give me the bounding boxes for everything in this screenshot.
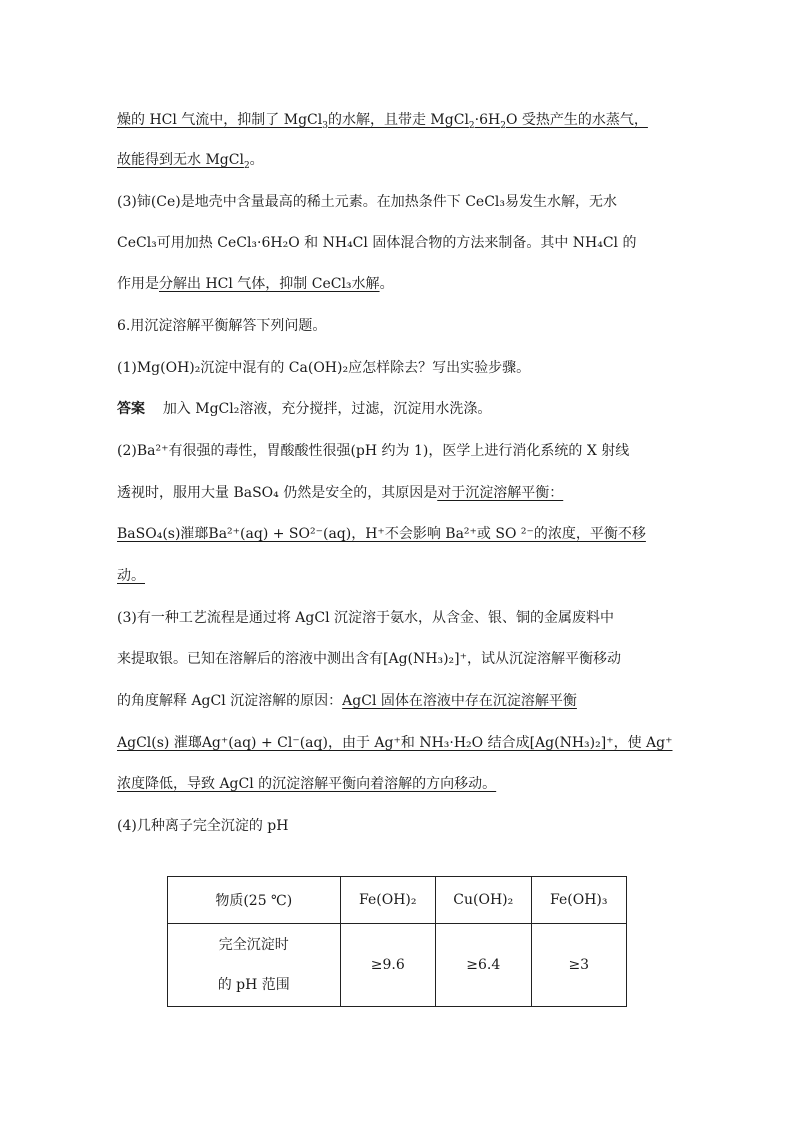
answer-underline: 燥的 HCl 气流中，抑制了 MgCl$_3$的水解，且带走 $MgCl_2\cdot 6H_2O$ 受热产生的水蒸气， bbox=[117, 112, 648, 131]
answer-line: 答案 加入 MgCl₂溶液，充分搅拌，过滤，沉淀用水洗涤。 bbox=[117, 401, 492, 417]
value-cell: ≥9.6 bbox=[340, 924, 435, 1007]
value-cell: ≥6.4 bbox=[435, 924, 531, 1007]
question-3: (3)有一种工艺流程是通过将 AgCl 沉淀溶于氨水，从含金、银、铜的金属废料中 bbox=[117, 610, 614, 626]
text-line-14: 来提取银。已知在溶解后的溶液中测出含有[Ag(NH₃)₂]⁺，试从沉淀溶解平衡移动 bbox=[117, 651, 621, 667]
answer-underline: AgCl 固体在溶液中存在沉淀溶解平衡 bbox=[342, 693, 577, 709]
header-cell: Fe(OH)₂ bbox=[340, 877, 435, 924]
header-cell: Fe(OH)₃ bbox=[531, 877, 626, 924]
text-line-15: 的角度解释 AgCl 沉淀溶解的原因：AgCl 固体在溶液中存在沉淀溶解平衡 bbox=[117, 693, 577, 709]
header-cell: Cu(OH)₂ bbox=[435, 877, 531, 924]
question-2: (2)Ba²⁺有很强的毒性，胃酸酸性很强(pH 约为 1)，医学上进行消化系统的 X 射线 bbox=[117, 443, 630, 459]
text-line-2: 故能得到无水 MgCl$_2$。 bbox=[117, 152, 264, 171]
question-1: (1)Mg(OH)₂沉淀中混有的 Ca(OH)₂应怎样除去？写出实验步骤。 bbox=[117, 360, 531, 376]
row-label-line: 完全沉淀时 bbox=[218, 937, 289, 953]
answer-underline: 分解出 HCl 气体，抑制 CeCl₃水解 bbox=[159, 276, 380, 292]
text-line-10: 透视时，服用大量 BaSO₄ 仍然是安全的，其原因是对于沉淀溶解平衡： bbox=[117, 485, 564, 501]
header-cell: 物质(25 ℃) bbox=[168, 877, 341, 924]
answer-underline: 动。 bbox=[117, 568, 145, 584]
table-row bbox=[168, 924, 627, 1007]
section-heading: 6.用沉淀溶解平衡解答下列问题。 bbox=[117, 318, 327, 334]
ph-table bbox=[167, 876, 627, 1007]
question-4: (4)几种离子完全沉淀的 pH bbox=[117, 818, 289, 834]
text-line-11 bbox=[117, 524, 687, 544]
value-cell: ≥3 bbox=[531, 924, 626, 1007]
text-line-5: 作用是分解出 HCl 气体，抑制 CeCl₃水解。 bbox=[117, 276, 394, 292]
text-line-12 bbox=[117, 566, 687, 586]
answer-underline: 浓度降低，导致 AgCl 的沉淀溶解平衡向着溶解的方向移动。 bbox=[117, 776, 497, 792]
text-line-4: CeCl₃可用加热 CeCl₃·6H₂O 和 NH₄Cl 固体混合物的方法来制备。其中 NH₄Cl 的 bbox=[117, 235, 637, 251]
answer-underline: BaSO₄(s)漼瑯Ba²⁺(aq) + SO²⁻(aq)，H⁺不会影响 Ba²⁺或 SO ²⁻的浓度，平衡不移 bbox=[117, 526, 646, 542]
text-line-16 bbox=[117, 733, 687, 753]
text-line-17 bbox=[117, 774, 687, 794]
row-label-line: 的 pH 范围 bbox=[217, 977, 290, 993]
answer-label: 答案 bbox=[117, 401, 145, 417]
answer-underline: 对于沉淀溶解平衡： bbox=[437, 485, 564, 501]
text-line-1 bbox=[117, 110, 687, 130]
answer-underline: 故能得到无水 MgCl$_2$ bbox=[117, 152, 250, 171]
row-label-cell bbox=[168, 924, 341, 1007]
text-line-3: (3)铈(Ce)是地壳中含量最高的稀土元素。在加热条件下 CeCl₃易发生水解，无水 bbox=[117, 194, 617, 210]
answer-underline: AgCl(s) 漼瑯Ag⁺(aq) + Cl⁻(aq)，由于 Ag⁺和 NH₃·H₂O 结合成[Ag(NH₃)₂]⁺，使 Ag⁺ bbox=[117, 735, 673, 751]
table-header-row bbox=[168, 877, 627, 924]
